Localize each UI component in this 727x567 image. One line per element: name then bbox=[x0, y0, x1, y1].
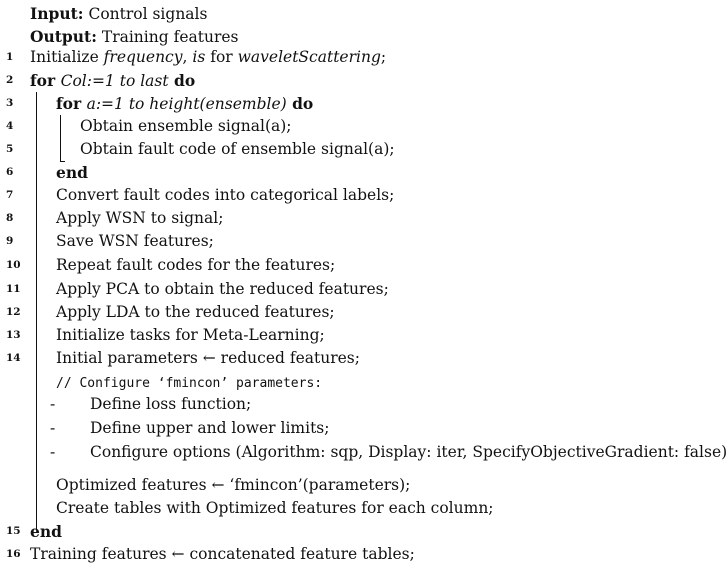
text-segment: Initialize bbox=[30, 48, 104, 66]
inner-loop-bar bbox=[60, 115, 61, 161]
line-text bbox=[56, 184, 394, 207]
text-segment: Apply PCA to obtain the reduced features; bbox=[56, 280, 389, 298]
line-number: 7 bbox=[6, 189, 14, 201]
line-number: 12 bbox=[6, 306, 21, 318]
text-segment: Create tables with Optimized features for each column; bbox=[56, 499, 494, 517]
line-text bbox=[56, 230, 214, 253]
output-label: Output: bbox=[30, 27, 97, 46]
text-segment: do bbox=[168, 71, 196, 90]
line-text bbox=[30, 46, 386, 69]
outer-loop-bar bbox=[36, 92, 37, 529]
line-text bbox=[90, 441, 727, 464]
line-text bbox=[30, 543, 415, 566]
line-text bbox=[90, 417, 329, 440]
text-segment: Apply LDA to the reduced features; bbox=[56, 303, 335, 321]
line-text bbox=[56, 301, 335, 324]
line-number: 11 bbox=[6, 283, 21, 295]
text-segment: Initial parameters ← reduced features; bbox=[56, 349, 360, 367]
line-number: 8 bbox=[6, 212, 14, 224]
text-segment: Repeat fault codes for the features; bbox=[56, 256, 336, 274]
text-segment: Obtain ensemble signal(a); bbox=[80, 117, 292, 135]
text-segment: a:=1 to height(ensemble) bbox=[86, 95, 287, 113]
line-number: 9 bbox=[6, 235, 14, 247]
text-segment: is bbox=[192, 48, 206, 66]
text-segment: Define loss function; bbox=[90, 395, 252, 413]
line-text bbox=[80, 115, 292, 138]
line-number: 3 bbox=[6, 97, 14, 109]
text-segment: for bbox=[30, 71, 61, 90]
text-segment: end bbox=[56, 163, 88, 182]
text-segment: Initialize tasks for Meta-Learning; bbox=[56, 326, 325, 344]
line-number: 1 bbox=[6, 51, 14, 63]
line-text bbox=[56, 161, 88, 185]
text-segment: Training features ← concatenated feature tables; bbox=[30, 545, 415, 563]
line-number: 6 bbox=[6, 166, 14, 178]
line-number: 13 bbox=[6, 329, 21, 341]
line-text bbox=[30, 520, 62, 544]
line-text bbox=[56, 92, 313, 116]
text-segment: Apply WSN to signal; bbox=[56, 209, 224, 227]
line-text bbox=[80, 138, 395, 161]
text-segment: waveletScattering bbox=[237, 48, 381, 66]
line-text bbox=[56, 324, 325, 347]
text-segment: ; bbox=[380, 48, 387, 66]
text-segment: Save WSN features; bbox=[56, 232, 214, 250]
line-text bbox=[56, 278, 389, 301]
line-text bbox=[90, 393, 251, 416]
line-text bbox=[56, 347, 360, 370]
line-text bbox=[56, 497, 494, 520]
text-segment: do bbox=[286, 94, 314, 113]
text-segment: , bbox=[182, 48, 193, 66]
text-segment: Optimized features ← ‘fmincon’(parameters); bbox=[56, 476, 411, 494]
line-text bbox=[56, 474, 410, 497]
text-segment: Col:=1 to last bbox=[60, 72, 169, 90]
bullet-dash: - bbox=[50, 419, 56, 437]
output-value: Training features bbox=[101, 28, 239, 46]
line-number: 15 bbox=[6, 525, 21, 537]
line-text bbox=[30, 69, 195, 93]
line-text bbox=[56, 207, 223, 230]
input-value: Control signals bbox=[88, 5, 208, 23]
line-number: 2 bbox=[6, 74, 14, 86]
line-text bbox=[56, 371, 322, 395]
line-text bbox=[56, 254, 335, 277]
text-segment: Configure options (Algorithm: sqp, Display: iter, SpecifyObjectiveGradient: false) bbox=[90, 443, 727, 461]
text-segment: Define upper and lower limits; bbox=[90, 419, 330, 437]
text-segment: end bbox=[30, 522, 62, 541]
line-number: 4 bbox=[6, 120, 14, 132]
text-segment: for bbox=[56, 94, 87, 113]
bullet-dash: - bbox=[50, 443, 56, 461]
line-number: 16 bbox=[6, 548, 21, 560]
text-segment: Obtain fault code of ensemble signal(a); bbox=[80, 140, 395, 158]
text-segment: frequency bbox=[103, 48, 183, 66]
line-number: 14 bbox=[6, 352, 21, 364]
text-segment: for bbox=[205, 48, 238, 66]
text-segment: Convert fault codes into categorical labels; bbox=[56, 186, 395, 204]
text-segment: // Configure ‘fmincon’ parameters: bbox=[56, 376, 323, 391]
line-number: 5 bbox=[6, 143, 14, 155]
input-label: Input: bbox=[30, 4, 84, 23]
bullet-dash: - bbox=[50, 395, 56, 413]
line-number: 10 bbox=[6, 259, 21, 271]
